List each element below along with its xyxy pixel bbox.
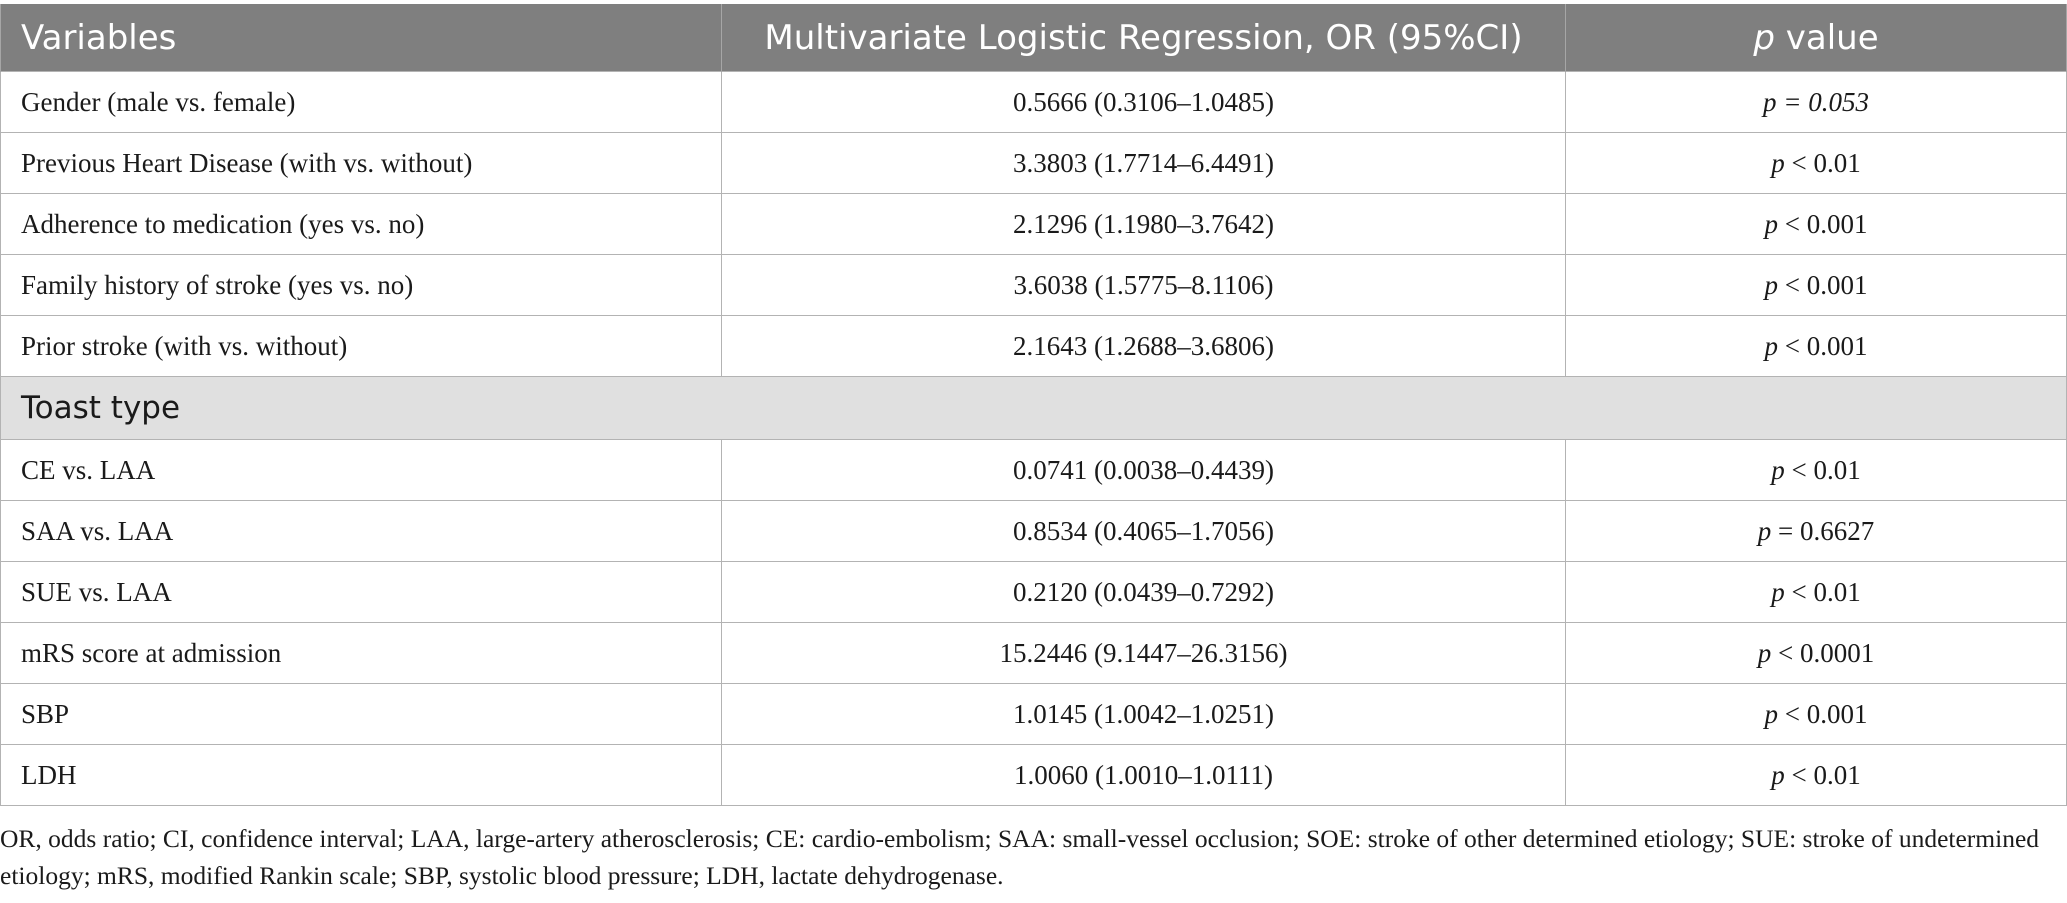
p-number: 0.01 [1813, 576, 1861, 607]
p-value-cell [1566, 316, 2067, 377]
p-number: 0.6627 [1799, 515, 1875, 546]
odds-ratio-cell: 1.0060 (1.0010–1.0111) [722, 745, 1566, 806]
p-number: 0.01 [1813, 759, 1861, 790]
p-value-cell [1566, 440, 2067, 501]
p-letter: p [1764, 698, 1778, 729]
variable-cell: SUE vs. LAA [1, 562, 722, 623]
table-row [1, 562, 2067, 623]
p-operator: = [1776, 86, 1809, 117]
p-letter: p [1764, 208, 1778, 239]
table-row [1, 255, 2067, 316]
variable-cell: CE vs. LAA [1, 440, 722, 501]
p-letter: p [1764, 269, 1778, 300]
p-number: 0.001 [1806, 698, 1868, 729]
header-odds-ratio: Multivariate Logistic Regression, OR (95%CI) [722, 4, 1566, 72]
header-p-letter: p [1753, 17, 1775, 58]
table-row [1, 623, 2067, 684]
header-p-rest: value [1774, 17, 1879, 58]
p-value-cell [1566, 684, 2067, 745]
section-row-toast-type [1, 377, 2067, 440]
section-label: Toast type [1, 377, 2067, 440]
variable-cell: Gender (male vs. female) [1, 72, 722, 133]
p-value-cell [1566, 194, 2067, 255]
p-operator: < [1778, 269, 1807, 300]
table-row [1, 440, 2067, 501]
p-letter: p [1771, 576, 1785, 607]
variable-cell: Family history of stroke (yes vs. no) [1, 255, 722, 316]
p-value-cell [1566, 562, 2067, 623]
table-row [1, 684, 2067, 745]
odds-ratio-cell: 15.2446 (9.1447–26.3156) [722, 623, 1566, 684]
odds-ratio-cell: 0.2120 (0.0439–0.7292) [722, 562, 1566, 623]
p-value-cell [1566, 72, 2067, 133]
p-letter: p [1757, 515, 1772, 546]
regression-results-table [0, 4, 2067, 806]
odds-ratio-cell: 0.5666 (0.3106–1.0485) [722, 72, 1566, 133]
table-row [1, 72, 2067, 133]
p-number: 0.053 [1808, 86, 1869, 117]
p-letter: p [1771, 759, 1785, 790]
p-operator: < [1778, 208, 1807, 239]
p-number: 0.01 [1813, 147, 1861, 178]
table-body [1, 72, 2067, 806]
p-value-cell [1566, 133, 2067, 194]
p-operator: < [1784, 576, 1814, 607]
p-letter: p [1764, 330, 1778, 361]
p-letter: p [1771, 147, 1785, 178]
p-value-cell [1566, 623, 2067, 684]
p-value-cell [1566, 255, 2067, 316]
odds-ratio-cell: 2.1643 (1.2688–3.6806) [722, 316, 1566, 377]
table-header-row [1, 4, 2067, 72]
results-table-container [0, 4, 2067, 806]
table-row [1, 194, 2067, 255]
odds-ratio-cell: 3.3803 (1.7714–6.4491) [722, 133, 1566, 194]
p-operator: < [1771, 637, 1800, 668]
p-number: 0.01 [1813, 454, 1861, 485]
odds-ratio-cell: 1.0145 (1.0042–1.0251) [722, 684, 1566, 745]
p-operator: < [1784, 454, 1814, 485]
variable-cell: Prior stroke (with vs. without) [1, 316, 722, 377]
p-value-cell [1566, 501, 2067, 562]
table-row [1, 316, 2067, 377]
odds-ratio-cell: 3.6038 (1.5775–8.1106) [722, 255, 1566, 316]
variable-cell: Adherence to medication (yes vs. no) [1, 194, 722, 255]
table-row [1, 133, 2067, 194]
p-operator: < [1778, 330, 1807, 361]
p-operator: < [1784, 759, 1814, 790]
odds-ratio-cell: 0.8534 (0.4065–1.7056) [722, 501, 1566, 562]
p-value-cell [1566, 745, 2067, 806]
variable-cell: LDH [1, 745, 722, 806]
header-p-value [1566, 4, 2067, 72]
p-letter: p [1771, 454, 1785, 485]
header-variables: Variables [1, 4, 722, 72]
p-operator: < [1784, 147, 1814, 178]
variable-cell: SAA vs. LAA [1, 501, 722, 562]
table-row [1, 501, 2067, 562]
table-footnote: OR, odds ratio; CI, confidence interval; LAA, large-artery atherosclerosis; CE: cardio-embolism; SAA: small-vessel occlusion; SOE: stroke of other determined etiology; SUE: stroke of undetermined etiology; mRS, modified Rankin scale; SBP, systolic blood pressure; LDH, lactate dehydrogenase. [0, 824, 2040, 890]
p-number: 0.001 [1806, 330, 1868, 361]
table-row [1, 745, 2067, 806]
p-letter: p [1763, 86, 1777, 117]
variable-cell: mRS score at admission [1, 623, 722, 684]
p-number: 0.0001 [1799, 637, 1875, 668]
p-letter: p [1757, 637, 1772, 668]
odds-ratio-cell: 0.0741 (0.0038–0.4439) [722, 440, 1566, 501]
odds-ratio-cell: 2.1296 (1.1980–3.7642) [722, 194, 1566, 255]
p-operator: < [1778, 698, 1807, 729]
p-number: 0.001 [1806, 269, 1868, 300]
variable-cell: SBP [1, 684, 722, 745]
variable-cell: Previous Heart Disease (with vs. without) [1, 133, 722, 194]
p-operator: = [1771, 515, 1800, 546]
p-number: 0.001 [1806, 208, 1868, 239]
